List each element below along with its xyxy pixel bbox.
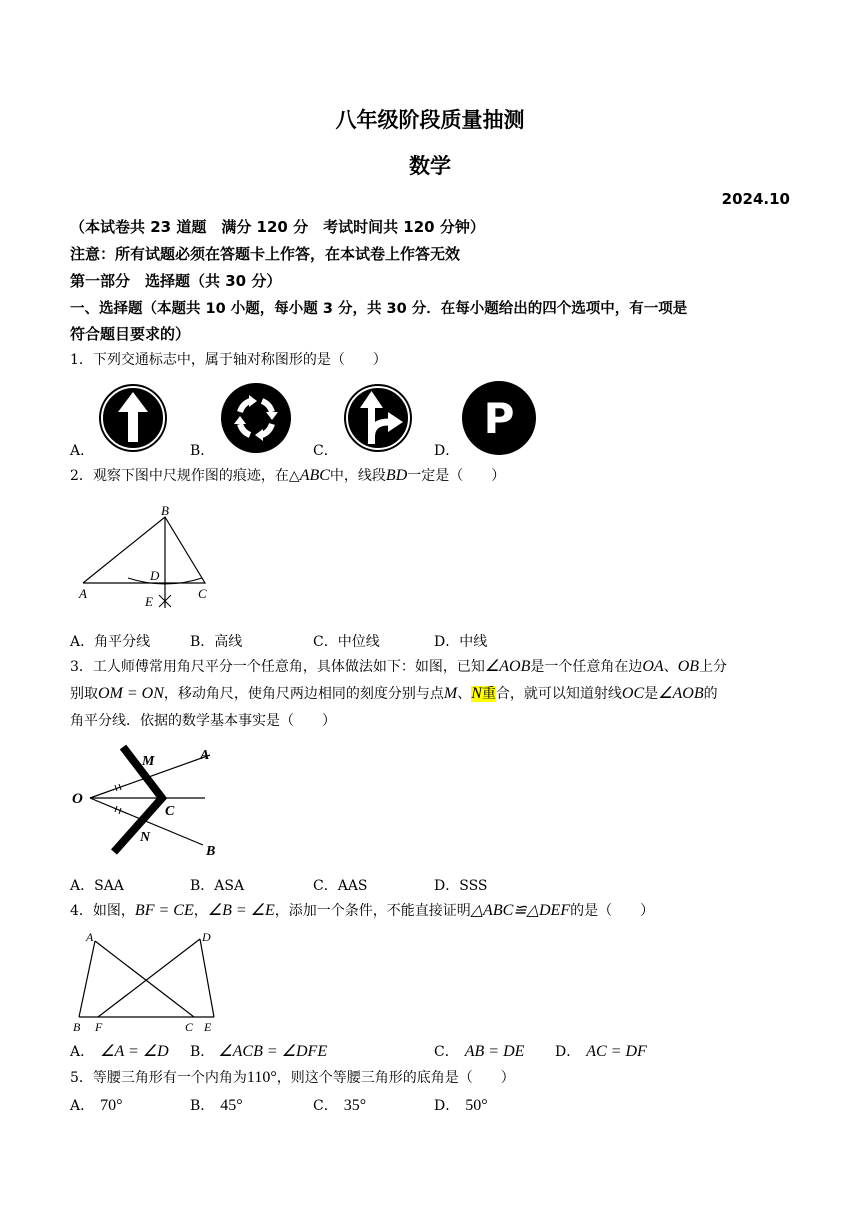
q3-l2-ray-oc: OC [621, 685, 645, 702]
q4-stem-part-a: 4．如图， [70, 903, 135, 919]
q2-stem-part-b: 中，线段 [329, 468, 386, 484]
q5-option-a [70, 1095, 123, 1115]
q1-option-b-label: B． [190, 443, 215, 459]
q4-option-d-value: AC = DF [586, 1043, 647, 1060]
q4-option-b-value: ∠ACB = ∠DFE [218, 1043, 328, 1060]
q1-sign-d [460, 381, 540, 459]
q3-option-c: C．AAS [313, 878, 368, 894]
q4-condition-1: BF = CE [134, 902, 194, 919]
q1-sign-a [96, 382, 172, 458]
q4-stem-part-c: ，添加一个条件，不能直接证明 [274, 903, 471, 919]
q4-point-e: E [204, 1020, 212, 1034]
q3-l1-text-b: 是一个任意角在边 [530, 659, 643, 675]
q5-option-a-label: A． [70, 1098, 95, 1114]
q4-stem-part-d: 的是（ ） [570, 903, 655, 919]
q5-option-d [434, 1095, 488, 1115]
q3-l1-oa: OA [642, 658, 664, 675]
q2-figure [70, 500, 230, 619]
q4-stem-part-b: ， [193, 903, 208, 919]
q2-option-b: B．高线 [190, 634, 243, 650]
parking-letter: P [483, 394, 515, 443]
q3-l2-point-n: N [471, 685, 482, 702]
part-heading: 第一部分 选择题（共 30 分） [70, 272, 282, 290]
q5-option-b [190, 1095, 243, 1115]
q1-stem: 1．下列交通标志中，属于轴对称图形的是（ ） [70, 352, 387, 368]
q4-point-c: C [185, 1020, 194, 1034]
q5-angle: 110° [246, 1069, 277, 1086]
q4-point-a: A [86, 930, 94, 944]
q3-l1-angle: ∠AOB [484, 658, 531, 675]
q4-option-a-label: A． [70, 1044, 95, 1060]
q2-option-c: C．中位线 [313, 634, 380, 650]
q4-point-f: F [95, 1020, 103, 1034]
q2-segment-name: BD [385, 467, 408, 484]
exam-info: （本试卷共 23 道题 满分 120 分 考试时间共 120 分钟） [70, 218, 485, 236]
q3-stem-line3: 角平分线．依据的数学基本事实是（ ） [70, 713, 336, 729]
exam-date: 2024.10 [721, 190, 790, 208]
q4-option-c-label: C． [434, 1044, 459, 1060]
q3-point-m: M [142, 754, 155, 769]
q5-stem-part-a: 5．等腰三角形有一个内角为 [70, 1070, 247, 1086]
q3-l2-text-c: 、 [457, 686, 472, 702]
q3-point-o: O [72, 791, 83, 807]
q4-condition-2: ∠B = ∠E [207, 902, 275, 919]
q3-l2-highlight: 重 [481, 686, 496, 702]
q4-option-c-value: AB = DE [464, 1043, 525, 1060]
q1-option-c-label: C． [313, 443, 338, 459]
q2-option-d: D．中线 [434, 634, 488, 650]
section-heading-line2: 符合题目要求的） [70, 325, 191, 343]
q5-option-d-value: 50° [465, 1097, 488, 1114]
q4-point-b: B [73, 1020, 81, 1034]
q3-l1-text-d: 上分 [699, 659, 728, 675]
q3-l2-text-b: ，移动角尺，使角尺两边相同的刻度分别与点 [163, 686, 444, 702]
q3-l1-ob: OB [677, 658, 700, 675]
q3-point-a: A [200, 748, 210, 763]
q3-option-d: D．SSS [434, 878, 488, 894]
q2-point-b: B [161, 503, 169, 518]
q2-triangle-diagram [70, 500, 230, 615]
roundabout-sign-icon [219, 382, 295, 454]
exam-subject: 数学 [409, 154, 451, 178]
straight-arrow-sign-icon [96, 382, 172, 454]
q5-stem [70, 1068, 515, 1088]
q3-figure [70, 740, 230, 866]
q5-option-b-value: 45° [220, 1097, 243, 1114]
q5-option-d-label: D． [434, 1098, 460, 1114]
q5-option-c-label: C． [313, 1098, 338, 1114]
q2-option-a: A．角平分线 [70, 634, 151, 650]
q4-option-b-label: B． [190, 1044, 215, 1060]
q2-point-e: E [145, 594, 153, 609]
q3-l2-equation: OM = ON [98, 685, 164, 702]
q2-stem [70, 466, 505, 486]
q4-stem [70, 901, 654, 921]
q4-option-c [434, 1041, 524, 1061]
q3-angle-ruler-diagram [70, 740, 230, 862]
q1-option-d-label: D． [434, 443, 460, 459]
q3-l2-text-a: 别取 [70, 686, 98, 702]
q4-point-d: D [202, 930, 211, 944]
q2-triangle-name: ABC [299, 467, 330, 484]
q3-point-n: N [140, 830, 151, 845]
section-heading-line1: 一、选择题（本题共 10 小题，每小题 3 分，共 30 分．在每小题给出的四个选项中，有一项是 [70, 301, 688, 317]
q4-option-a [70, 1041, 169, 1061]
q3-point-b: B [206, 844, 216, 859]
q4-triangles-diagram [70, 928, 230, 1034]
q4-option-d-label: D． [555, 1044, 581, 1060]
q5-option-c-value: 35° [343, 1097, 367, 1114]
q1-sign-b [219, 382, 295, 458]
q3-l2-text-d: 合，就可以知道射线 [495, 686, 622, 702]
q5-option-a-value: 70° [100, 1097, 123, 1114]
q2-point-c: C [198, 586, 207, 601]
q2-stem-part-a: 2．观察下图中尺规作图的痕迹，在 [70, 468, 289, 484]
q4-figure [70, 928, 230, 1038]
q4-congruence: △ABC≌△DEF [470, 902, 571, 919]
q4-option-d [555, 1041, 647, 1061]
q3-option-a: A．SAA [70, 878, 124, 894]
q3-l2-angle: ∠AOB [658, 685, 704, 702]
q3-l2-point-m: M [443, 685, 458, 702]
q3-l2-text-f: 的 [703, 686, 718, 702]
q3-l2-text-e: 是 [644, 686, 659, 702]
q5-stem-part-b: ，则这个等腰三角形的底角是（ ） [276, 1070, 515, 1086]
q4-option-a-value: ∠A = ∠D [100, 1043, 169, 1060]
q3-l1-text-a: 3．工人师傅常用角尺平分一个任意角，具体做法如下：如图，已知 [70, 659, 485, 675]
q2-triangle-symbol: △ [288, 468, 300, 484]
q3-l1-text-c: 、 [663, 659, 678, 675]
q3-stem-line2 [70, 684, 718, 704]
q4-option-b [190, 1041, 327, 1061]
q2-point-d: D [150, 568, 160, 583]
q1-sign-c [341, 382, 417, 458]
q3-stem-line1 [70, 657, 727, 677]
q5-option-b-label: B． [190, 1098, 215, 1114]
q3-option-b: B．ASA [190, 878, 245, 894]
parking-sign-icon [460, 381, 540, 455]
q1-option-a-label: A． [70, 443, 95, 459]
q2-point-a: A [79, 586, 87, 601]
exam-title: 八年级阶段质量抽测 [335, 108, 525, 132]
q3-point-c: C [165, 804, 175, 819]
q5-option-c [313, 1095, 366, 1115]
exam-notice: 注意：所有试题必须在答题卡上作答，在本试卷上作答无效 [70, 245, 461, 263]
q2-stem-part-c: 一定是（ ） [407, 468, 506, 484]
straight-or-right-sign-icon [341, 382, 417, 454]
